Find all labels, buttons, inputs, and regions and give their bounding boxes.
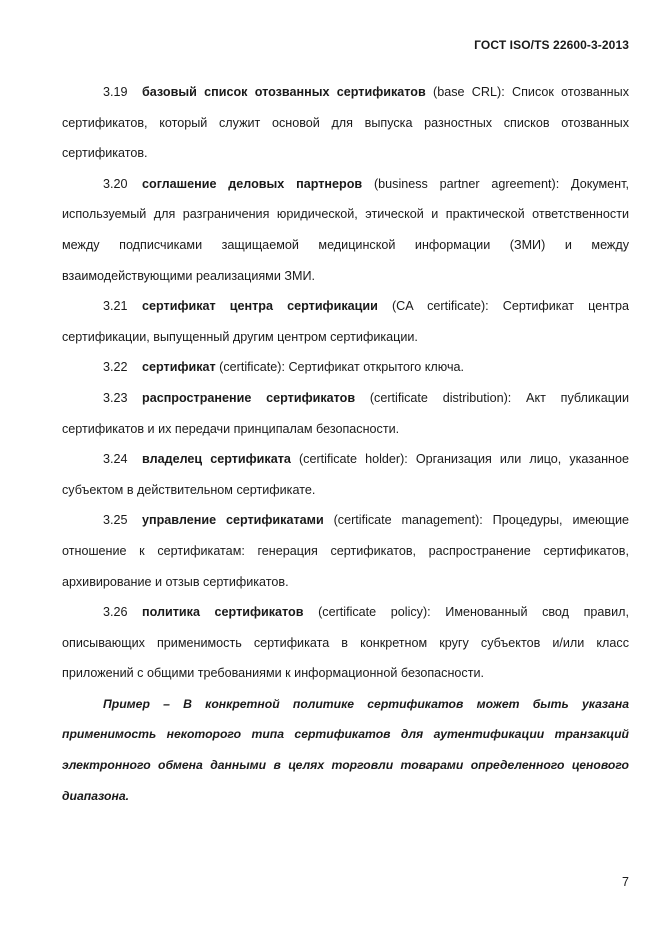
definition-3-24 bbox=[62, 444, 629, 505]
definition-text: (certificate): Сертификат открытого ключа. bbox=[215, 360, 465, 375]
definition-text: (business partner agreement): Документ, используемый для разграничения юридической, этической и практической ответственности между подписчиками защищаемой медицинской информации (ЗМИ) и между взаимодействующими реализациями ЗМИ. bbox=[62, 176, 629, 283]
definition-term: базовый список отозванных сертификатов bbox=[142, 85, 426, 99]
page-number: 7 bbox=[622, 875, 629, 889]
definition-text: (certificate management): Процедуры, имеющие отношение к сертификатам: генерация сертификатов, распространение сертификатов, архивирование и отзыв сертификатов. bbox=[62, 513, 629, 589]
definition-term: распространение сертификатов bbox=[142, 390, 356, 405]
definition-term: управление сертификатами bbox=[142, 513, 324, 528]
definition-3-21 bbox=[62, 291, 629, 352]
definition-3-19 bbox=[62, 77, 629, 169]
definition-term: сертификат центра сертификации bbox=[142, 299, 378, 314]
definition-term: сертификат bbox=[142, 360, 216, 375]
definition-text: (certificate distribution): Акт публикации сертификатов и их передачи принципалам безопасности. bbox=[62, 390, 629, 436]
definition-number: 3.25 bbox=[103, 513, 128, 528]
definition-3-26 bbox=[62, 597, 629, 689]
definition-3-23 bbox=[62, 383, 629, 444]
document-header: ГОСТ ISO/TS 22600-3-2013 bbox=[474, 38, 629, 52]
definition-text: (base CRL): Список отозванных сертификатов, который служит основой для выпуска разностных списков отозванных сертификатов. bbox=[62, 85, 629, 161]
definition-number: 3.23 bbox=[103, 390, 128, 405]
example-note: Пример – В конкретной политике сертификатов может быть указана применимость некоторого типа сертификатов для аутентификации транзакций электронного обмена данными в целях торговли товарами определенного ценового диапазона. bbox=[62, 696, 629, 803]
definition-term: политика сертификатов bbox=[142, 605, 304, 620]
definition-text: (certificate policy): Именованный свод правил, описывающих применимость сертификата в конкретном кругу субъектов и/или класс приложений с общими требованиями к информационной безопасности. bbox=[62, 605, 629, 681]
definition-number: 3.20 bbox=[103, 176, 128, 191]
definition-number: 3.26 bbox=[103, 605, 128, 620]
definition-3-20 bbox=[62, 169, 629, 291]
definition-term: владелец сертификата bbox=[142, 452, 291, 467]
definition-term: соглашение деловых партнеров bbox=[142, 176, 363, 191]
definition-number: 3.21 bbox=[103, 299, 128, 314]
document-body bbox=[62, 77, 629, 811]
definition-3-25 bbox=[62, 505, 629, 597]
definition-number: 3.24 bbox=[103, 452, 128, 467]
definition-number: 3.19 bbox=[103, 85, 128, 99]
definition-number: 3.22 bbox=[103, 360, 128, 375]
definition-3-22 bbox=[62, 352, 629, 383]
definition-text: (CA certificate): Сертификат центра сертификации, выпущенный другим центром сертификации. bbox=[62, 299, 629, 344]
definition-text: (certificate holder): Организация или лицо, указанное субъектом в действительном сертификате. bbox=[62, 452, 629, 497]
